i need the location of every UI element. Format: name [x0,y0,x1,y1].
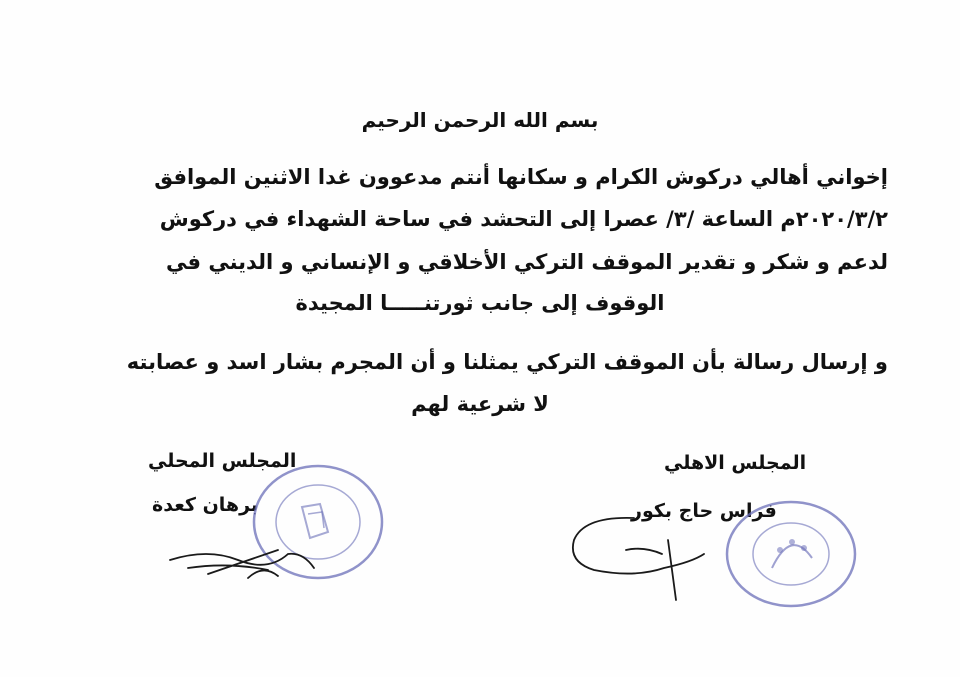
paragraph1-line4: الوقوف إلى جانب ثورتنـــــا المجيدة [295,291,665,315]
paragraph2-line1: و إرسال رسالة بأن الموقف التركي يمثلنا و أن المجرم بشار اسد و عصابته [126,350,888,374]
civil-council-signature [564,510,714,610]
civil-council-signer-name: فراس حاج بكور [631,500,777,522]
local-council-signature [168,530,318,590]
local-council-signer-name: برهان كعدة [152,494,259,516]
paragraph2-line2: لا شرعية لهم [411,392,549,416]
civil-council-title: المجلس الاهلي [664,452,807,474]
basmala-heading: بسم الله الرحمن الرحيم [361,108,599,132]
paragraph1-line3: لدعم و شكر و تقدير الموقف التركي الأخلاقي و الإنساني و الديني في [166,250,888,274]
paragraph1-line1: إخواني أهالي دركوش الكرام و سكانها أنتم مدعوون غدا الاثنين الموافق [154,165,888,189]
civil-council-seal-stamp [722,498,860,610]
local-council-title: المجلس المحلي [148,450,297,472]
paragraph1-line2: ٢٠٢٠/٣/٢م الساعة /٣/ عصرا إلى التحشد في ساحة الشهداء في دركوش [159,207,888,231]
